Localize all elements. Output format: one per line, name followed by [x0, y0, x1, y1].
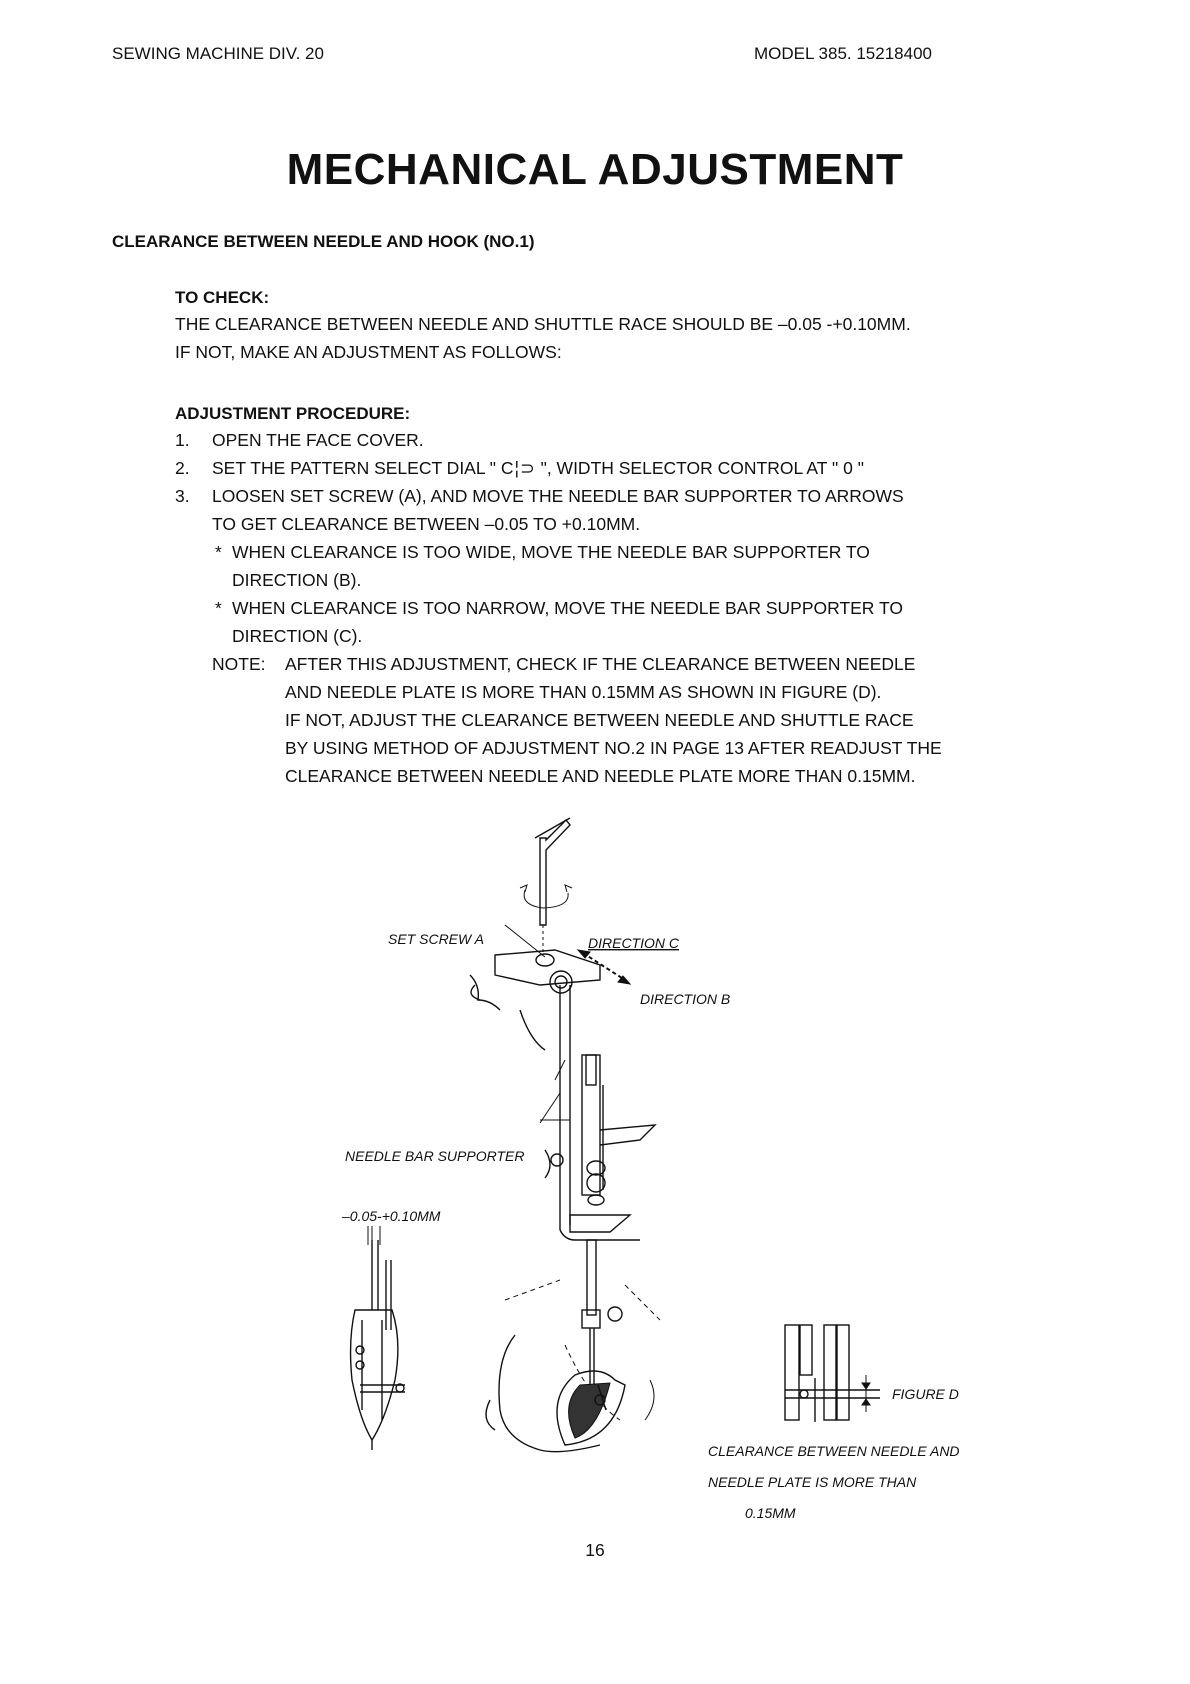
caption-line-1: CLEARANCE BETWEEN NEEDLE AND — [708, 1443, 960, 1459]
note-line-5: CLEARANCE BETWEEN NEEDLE AND NEEDLE PLATE MORE THAN 0.15MM. — [285, 766, 916, 786]
caption-line-2: NEEDLE PLATE IS MORE THAN — [708, 1474, 917, 1490]
header-right: MODEL 385. 15218400 — [754, 44, 932, 63]
bullet-1-line-2: DIRECTION (B). — [232, 570, 362, 590]
label-tolerance: –0.05-+0.10MM — [342, 1208, 441, 1224]
direction-c-arrowhead-icon — [578, 950, 590, 958]
step-3-cont: TO GET CLEARANCE BETWEEN –0.05 TO +0.10MM. — [212, 514, 641, 534]
procedure-heading: ADJUSTMENT PROCEDURE: — [175, 404, 411, 423]
page-title: MECHANICAL ADJUSTMENT — [286, 145, 904, 194]
note-line-2: AND NEEDLE PLATE IS MORE THAN 0.15MM AS SHOWN IN FIGURE (D). — [285, 682, 882, 702]
bullet-2-line-2: DIRECTION (C). — [232, 626, 363, 646]
label-set-screw: SET SCREW A — [388, 931, 484, 947]
step-2-text-b: ", WIDTH SELECTOR CONTROL AT " 0 " — [535, 458, 864, 478]
header-left: SEWING MACHINE DIV. 20 — [112, 44, 324, 63]
to-check-line-1: THE CLEARANCE BETWEEN NEEDLE AND SHUTTLE RACE SHOULD BE –0.05 -+0.10MM. — [175, 314, 911, 334]
note-label: NOTE: — [212, 654, 266, 674]
bullet-2-mark: * — [215, 598, 222, 618]
rotate-arrow-right-icon — [565, 885, 572, 892]
bullet-1-mark: * — [215, 542, 222, 562]
step-3-number: 3. — [175, 486, 190, 506]
to-check-heading: TO CHECK: — [175, 288, 270, 307]
clearance-arrow-bottom-icon — [862, 1399, 870, 1405]
step-1-text: OPEN THE FACE COVER. — [212, 430, 424, 450]
step-2-number: 2. — [175, 458, 190, 478]
rotate-arrow-left-icon — [520, 885, 527, 892]
label-needle-bar-supporter: NEEDLE BAR SUPPORTER — [345, 1148, 525, 1164]
note-line-3: IF NOT, ADJUST THE CLEARANCE BETWEEN NEEDLE AND SHUTTLE RACE — [285, 710, 914, 730]
note-line-4: BY USING METHOD OF ADJUSTMENT NO.2 IN PAGE 13 AFTER READJUST THE — [285, 738, 942, 758]
to-check-line-2: IF NOT, MAKE AN ADJUSTMENT AS FOLLOWS: — [175, 342, 562, 362]
pattern-symbol: C¦⊃ — [500, 458, 536, 478]
caption-line-3: 0.15MM — [745, 1505, 796, 1521]
label-direction-c: DIRECTION C — [588, 935, 679, 951]
section-heading: CLEARANCE BETWEEN NEEDLE AND HOOK (NO.1) — [112, 232, 535, 251]
step-2-text-a: SET THE PATTERN SELECT DIAL " — [212, 458, 501, 478]
note-line-1: AFTER THIS ADJUSTMENT, CHECK IF THE CLEARANCE BETWEEN NEEDLE — [285, 654, 916, 674]
clearance-arrow-top-icon — [862, 1383, 870, 1389]
bullet-1-line-1: WHEN CLEARANCE IS TOO WIDE, MOVE THE NEEDLE BAR SUPPORTER TO — [232, 542, 870, 562]
label-direction-b: DIRECTION B — [640, 991, 731, 1007]
direction-arrow-icon — [583, 953, 625, 980]
bullet-2-line-1: WHEN CLEARANCE IS TOO NARROW, MOVE THE NEEDLE BAR SUPPORTER TO — [232, 598, 903, 618]
page-number: 16 — [585, 1540, 605, 1560]
step-3-text: LOOSEN SET SCREW (A), AND MOVE THE NEEDLE BAR SUPPORTER TO ARROWS — [212, 486, 904, 506]
step-1-number: 1. — [175, 430, 190, 450]
label-figure-d: FIGURE D — [892, 1386, 959, 1402]
allen-key-icon — [540, 820, 570, 925]
